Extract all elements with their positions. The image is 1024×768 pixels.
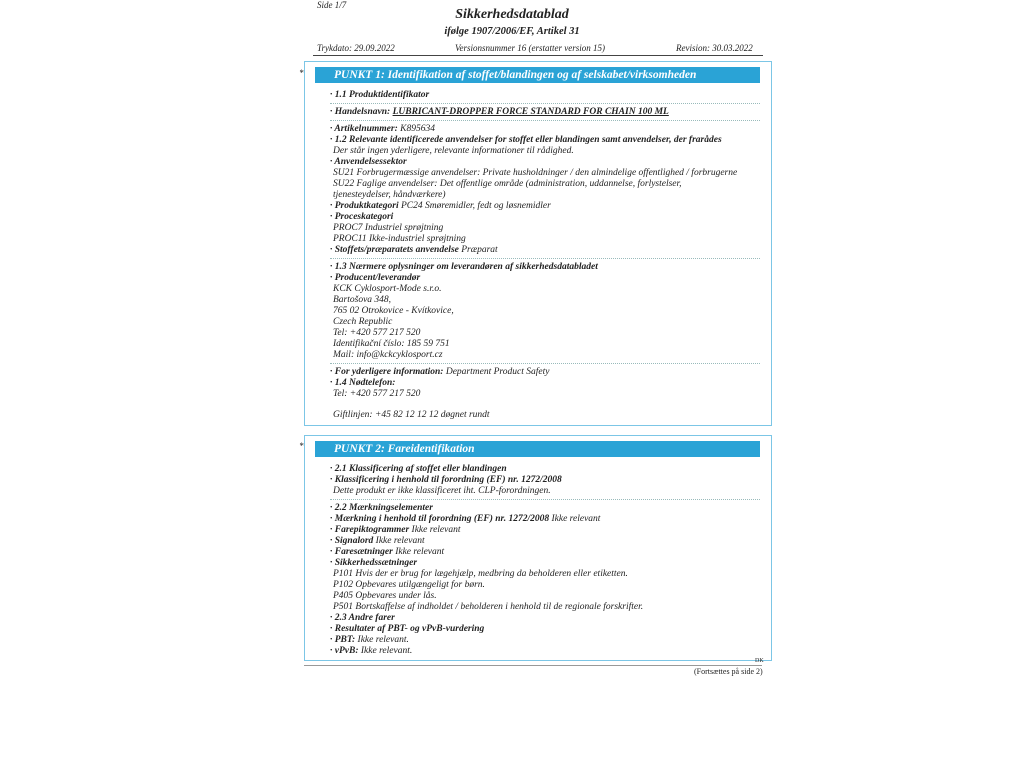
s1-usage: · Stoffets/præparatets anvendelse Præparat — [330, 245, 498, 255]
s1-line-18: Bartošova 348, — [333, 295, 392, 305]
s2-line-8: · Faresætninger Ikke relevant — [330, 547, 445, 557]
revision-date: Revision: 30.03.2022 — [676, 43, 753, 53]
continued-note: (Fortsættes på side 2) — [694, 667, 763, 676]
s1-trade-name: · Handelsnavn: LUBRICANT-DROPPER FORCE STANDARD FOR CHAIN 100 ML — [330, 107, 669, 117]
s2-line-15: · Resultater af PBT- og vPvB-vurdering — [330, 624, 485, 634]
s1-divider — [330, 103, 760, 104]
s2-line-3: Dette produkt er ikke klassificeret iht. CLP-forordningen. — [333, 486, 551, 496]
s1-process-category: · Proceskategori — [330, 212, 394, 222]
s2-line-16: · PBT: Ikke relevant. — [330, 635, 409, 645]
s2-line-2: · Klassificering i henhold til forordning (EF) nr. 1272/2008 — [330, 475, 562, 485]
s1-article-number: · Artikelnummer: K895634 — [330, 124, 435, 134]
document-subtitle: ifølge 1907/2006/EF, Artikel 31 — [444, 26, 580, 37]
s1-line-13: PROC11 Ikke-industriel sprøjtning — [333, 234, 466, 244]
version-number: Versionsnummer 16 (erstatter version 15) — [455, 43, 605, 53]
s2-line-14: · 2.3 Andre farer — [330, 613, 395, 623]
s1-line-19: 765 02 Otrokovice - Kvítkovice, — [333, 306, 454, 316]
s1-line-17: KCK Cyklosport-Mode s.r.o. — [333, 284, 442, 294]
print-date: Trykdato: 29.09.2022 — [317, 43, 395, 53]
section-2-title: PUNKT 2: Fareidentifikation — [315, 441, 760, 457]
s2-line-1: · 2.1 Klassificering af stoffet eller blandingen — [330, 464, 507, 474]
s1-line-9: tjenesteydelser, håndværkere) — [333, 190, 446, 200]
s1-line-1: · 1.1 Produktidentifikator — [330, 90, 430, 100]
document-title: Sikkerhedsdatablad — [455, 7, 569, 22]
s1-line-6: · Anvendelsessektor — [330, 157, 407, 167]
s1-line-4: · 1.2 Relevante identificerede anvendelser for stoffet eller blandingen samt anvendelser, der frarådes — [330, 135, 722, 145]
s1-product-category: · Produktkategori PC24 Smøremidler, fedt og løsnemidler — [330, 201, 551, 211]
s1-line-23: Mail: info@kckcyklosport.cz — [333, 350, 443, 360]
s1-line-20: Czech Republic — [333, 317, 393, 327]
s2-line-9: · Sikkerhedssætninger — [330, 558, 418, 568]
s1-line-7: SU21 Forbrugermæssige anvendelser: Private husholdninger / den almindelige offentlighed / forbrugerne — [333, 168, 738, 178]
s2-line-13: P501 Bortskaffelse af indholdet / beholderen i henhold til de regionale forskrifter. — [333, 602, 644, 612]
s1-line-12: PROC7 Industriel sprøjtning — [333, 223, 444, 233]
s2-divider — [330, 499, 760, 500]
s1-further-info: · For yderligere information: Department Product Safety — [330, 367, 550, 377]
s1-line-22: Identifikační číslo: 185 59 751 — [333, 339, 450, 349]
section-1-title: PUNKT 1: Identifikation af stoffet/blandingen og af selskabet/virksomheden — [315, 67, 760, 83]
s1-line-15: · 1.3 Nærmere oplysninger om leverandøren af sikkerhedsdatabladet — [330, 262, 598, 272]
s1-line-5: Der står ingen yderligere, relevante informationer til rådighed. — [333, 146, 574, 156]
language-code: DK — [755, 658, 764, 664]
page-number: Side 1/7 — [317, 0, 347, 10]
s1-line-16: · Producent/leverandør — [330, 273, 421, 283]
s2-line-5: · Mærkning i henhold til forordning (EF) nr. 1272/2008 Ikke relevant — [330, 514, 601, 524]
s2-line-6: · Farepiktogrammer Ikke relevant — [330, 525, 461, 535]
section-1-change-marker: * — [299, 68, 304, 78]
s2-line-4: · 2.2 Mærkningselementer — [330, 503, 433, 513]
s2-line-11: P102 Opbevares utilgængeligt for børn. — [333, 580, 485, 590]
s1-line-27: Giftlinjen: +45 82 12 12 12 døgnet rundt — [333, 410, 490, 420]
section-2-change-marker: * — [299, 441, 304, 451]
s1-divider — [330, 120, 760, 121]
s1-line-21: Tel: +420 577 217 520 — [333, 328, 421, 338]
s2-line-10: P101 Hvis der er brug for lægehjælp, medbring da beholderen eller etiketten. — [333, 569, 628, 579]
s1-emergency-phone: · 1.4 Nødtelefon: — [330, 378, 396, 388]
s2-line-7: · Signalord Ikke relevant — [330, 536, 425, 546]
s1-divider — [330, 258, 760, 259]
s1-divider — [330, 363, 760, 364]
s1-line-26: Tel: +420 577 217 520 — [333, 389, 421, 399]
s1-line-8: SU22 Faglige anvendelser: Det offentlige område (administration, uddannelse, forlystelser, — [333, 179, 682, 189]
header-rule — [313, 55, 763, 56]
footer-rule — [304, 665, 762, 666]
s2-line-17: · vPvB: Ikke relevant. — [330, 646, 413, 656]
s2-line-12: P405 Opbevares under lås. — [333, 591, 437, 601]
